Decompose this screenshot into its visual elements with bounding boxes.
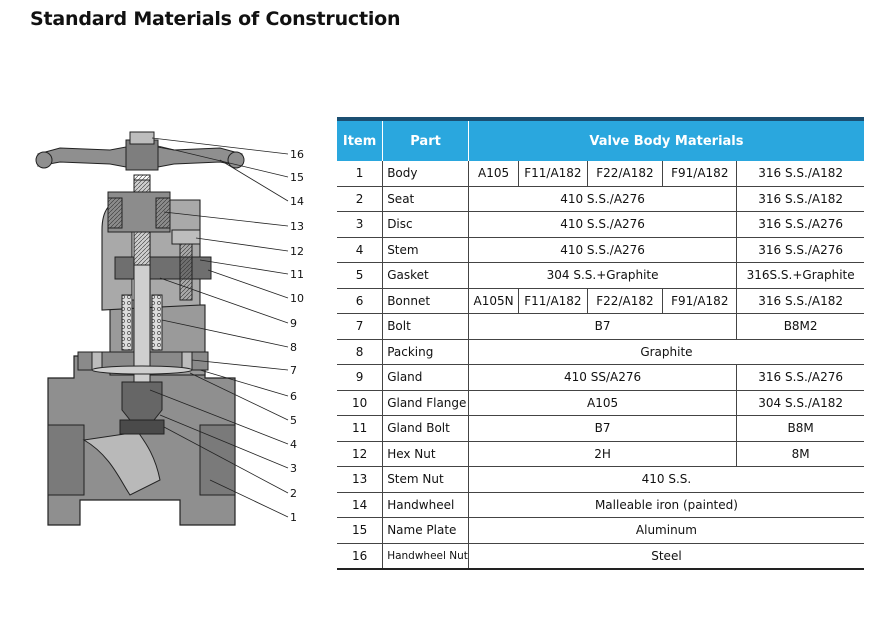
header-part: Part — [383, 119, 469, 161]
callout-12: 12 — [290, 245, 304, 258]
callout-4: 4 — [290, 438, 297, 451]
stem-nut-thread-l — [108, 198, 122, 228]
material-cell: Steel — [468, 543, 864, 569]
row-part: Gland — [383, 365, 469, 391]
gasket — [92, 366, 192, 374]
material-cell: A105N — [468, 288, 518, 314]
table-row — [337, 161, 864, 186]
material-cell: 316 S.S./A276 — [737, 365, 864, 391]
table-row — [337, 186, 864, 212]
material-cell: 304 S.S./A182 — [737, 390, 864, 416]
page-title: Standard Materials of Construction — [30, 8, 401, 30]
callout-15: 15 — [290, 171, 304, 184]
row-item: 5 — [337, 263, 383, 289]
row-part: Packing — [383, 339, 469, 365]
row-part: Gland Flange — [383, 390, 469, 416]
disc — [122, 382, 162, 420]
row-item: 2 — [337, 186, 383, 212]
material-cell: B8M2 — [737, 314, 864, 340]
row-item: 11 — [337, 416, 383, 442]
material-cell: B7 — [468, 314, 736, 340]
row-part: Handwheel Nut — [383, 543, 469, 569]
material-cell: F22/A182 — [587, 288, 663, 314]
material-cell: 410 SS/A276 — [468, 365, 736, 391]
handwheel-nut — [130, 132, 154, 144]
material-cell: Graphite — [468, 339, 864, 365]
material-cell: A105 — [468, 161, 518, 186]
hex-nut — [172, 230, 200, 244]
material-cell: 316 S.S./A182 — [737, 288, 864, 314]
row-item: 16 — [337, 543, 383, 569]
seat — [120, 420, 164, 434]
material-cell: F11/A182 — [519, 288, 587, 314]
material-cell: Malleable iron (painted) — [468, 492, 864, 518]
callout-11: 11 — [290, 268, 304, 281]
row-part: Handwheel — [383, 492, 469, 518]
row-item: 13 — [337, 467, 383, 493]
material-cell: 2H — [468, 441, 736, 467]
material-cell: B7 — [468, 416, 736, 442]
packing-right — [152, 295, 162, 350]
row-item: 3 — [337, 212, 383, 238]
row-item: 4 — [337, 237, 383, 263]
row-part: Stem Nut — [383, 467, 469, 493]
material-cell: A105 — [468, 390, 736, 416]
table-row — [337, 314, 864, 340]
material-cell: 410 S.S. — [468, 467, 864, 493]
material-cell: 316 S.S./A182 — [737, 186, 864, 212]
gland-bolt — [180, 235, 192, 300]
handwheel-end-left — [36, 152, 52, 168]
callout-5: 5 — [290, 414, 297, 427]
header-item: Item — [337, 119, 383, 161]
row-item: 14 — [337, 492, 383, 518]
right-port — [200, 425, 235, 495]
row-item: 8 — [337, 339, 383, 365]
header-materials: Valve Body Materials — [468, 119, 864, 161]
table-row — [337, 441, 864, 467]
row-part: Seat — [383, 186, 469, 212]
material-cell: 410 S.S./A276 — [468, 237, 736, 263]
callout-3: 3 — [290, 462, 297, 475]
row-item: 1 — [337, 161, 383, 186]
callout-labels — [290, 148, 304, 524]
material-cell: 8M — [737, 441, 864, 467]
material-cell: F91/A182 — [663, 288, 737, 314]
callout-9: 9 — [290, 317, 297, 330]
material-cell: F11/A182 — [519, 161, 587, 186]
row-part: Bonnet — [383, 288, 469, 314]
material-cell: 410 S.S./A276 — [468, 212, 736, 238]
material-cell: 316 S.S./A182 — [737, 161, 864, 186]
row-item: 12 — [337, 441, 383, 467]
material-cell: F22/A182 — [587, 161, 663, 186]
callout-14: 14 — [290, 195, 304, 208]
callout-10: 10 — [290, 292, 304, 305]
material-cell: 410 S.S./A276 — [468, 186, 736, 212]
table-row — [337, 237, 864, 263]
callout-1: 1 — [290, 511, 297, 524]
row-part: Bolt — [383, 314, 469, 340]
table-row — [337, 212, 864, 238]
material-cell: F91/A182 — [663, 161, 737, 186]
callout-2: 2 — [290, 487, 297, 500]
valve-cross-section-diagram — [30, 120, 315, 540]
materials-table — [337, 117, 864, 570]
material-cell: 316S.S.+Graphite — [737, 263, 864, 289]
row-part: Gasket — [383, 263, 469, 289]
row-item: 10 — [337, 390, 383, 416]
table-row — [337, 390, 864, 416]
callout-16: 16 — [290, 148, 304, 161]
material-cell: B8M — [737, 416, 864, 442]
callout-7: 7 — [290, 364, 297, 377]
row-part: Name Plate — [383, 518, 469, 544]
left-port — [48, 425, 84, 495]
row-item: 15 — [337, 518, 383, 544]
material-cell: 316 S.S./A276 — [737, 212, 864, 238]
row-item: 7 — [337, 314, 383, 340]
material-cell: 304 S.S.+Graphite — [468, 263, 736, 289]
row-part: Hex Nut — [383, 441, 469, 467]
table-row — [337, 467, 864, 493]
packing — [122, 295, 132, 350]
row-part: Gland Bolt — [383, 416, 469, 442]
row-part: Stem — [383, 237, 469, 263]
row-part: Disc — [383, 212, 469, 238]
table-row — [337, 543, 864, 569]
table-row — [337, 339, 864, 365]
stem-nut-thread-r — [156, 198, 170, 228]
row-item: 9 — [337, 365, 383, 391]
table-row — [337, 365, 864, 391]
gland-flange — [115, 257, 211, 279]
table-row — [337, 263, 864, 289]
table-row — [337, 518, 864, 544]
row-part: Body — [383, 161, 469, 186]
callout-8: 8 — [290, 341, 297, 354]
callout-13: 13 — [290, 220, 304, 233]
table-row — [337, 492, 864, 518]
table-header-row — [337, 119, 864, 161]
material-cell: 316 S.S./A276 — [737, 237, 864, 263]
table-row — [337, 288, 864, 314]
material-cell: Aluminum — [468, 518, 864, 544]
callout-6: 6 — [290, 390, 297, 403]
row-item: 6 — [337, 288, 383, 314]
table-row — [337, 416, 864, 442]
